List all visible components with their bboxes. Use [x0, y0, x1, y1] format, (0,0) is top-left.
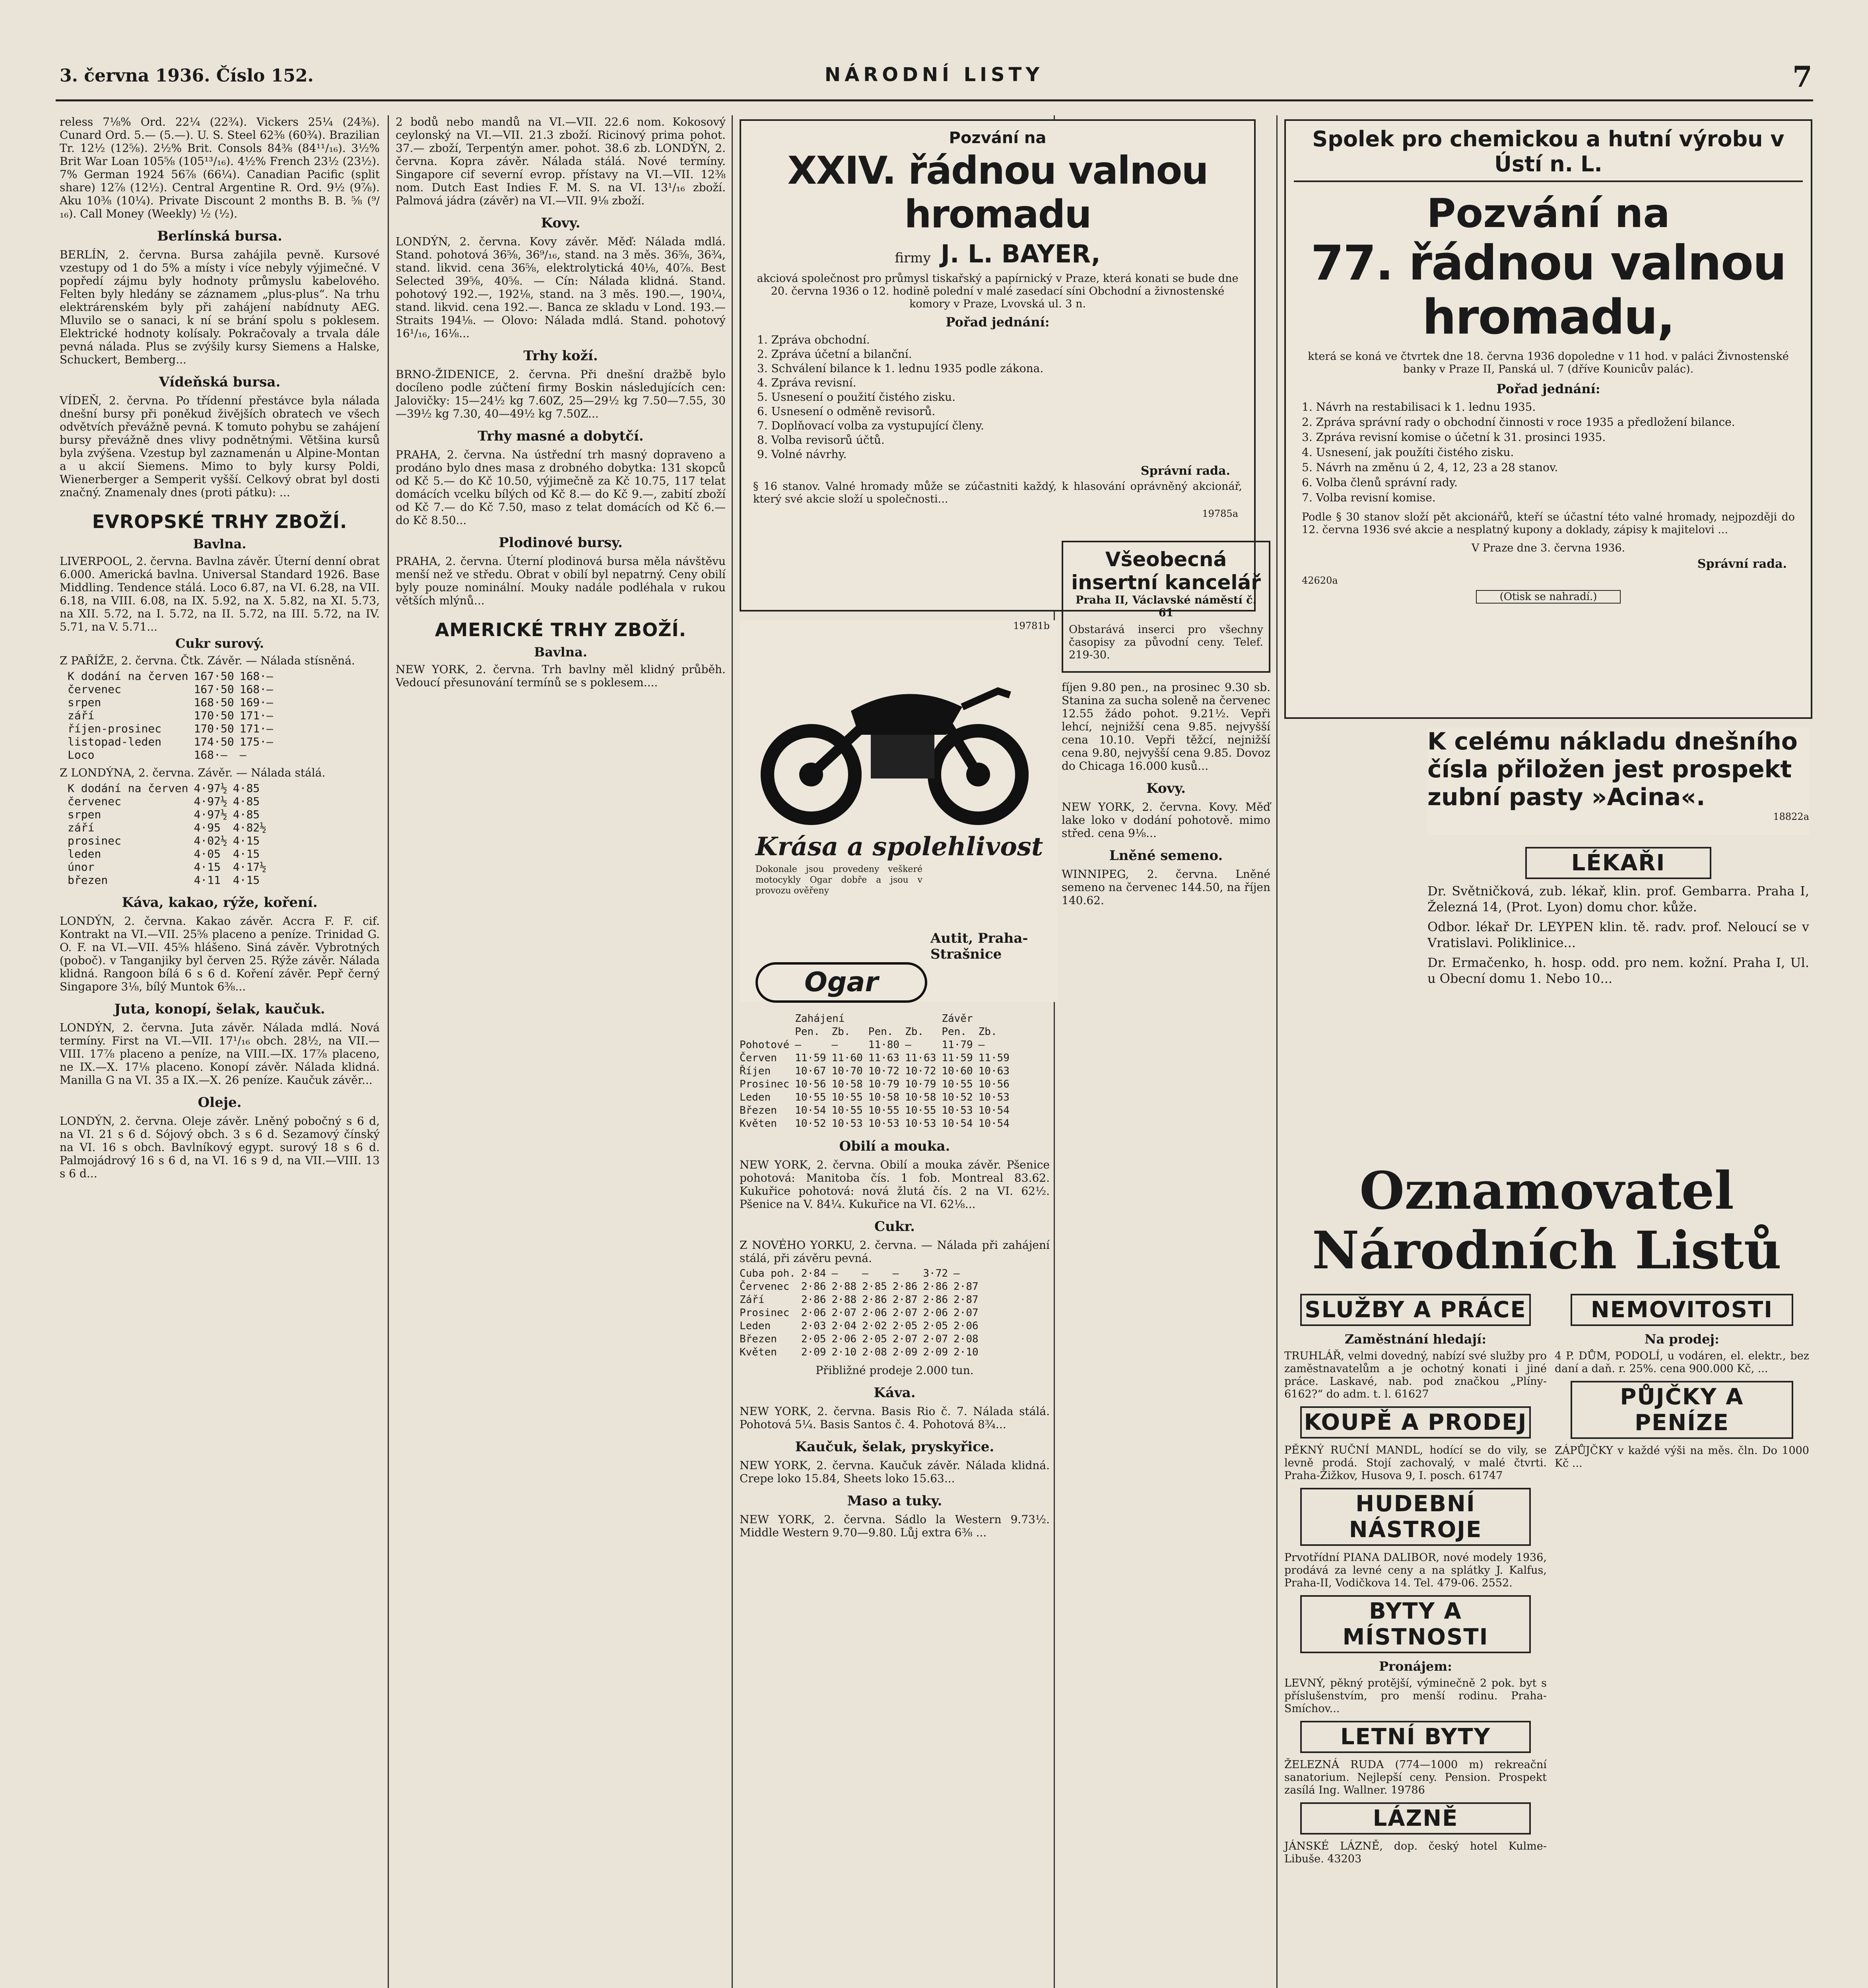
column-3b	[1062, 541, 1274, 1988]
header-rule	[56, 99, 1813, 101]
sub-heading: Cukr surový.	[175, 636, 264, 651]
list-item: 3. Schválení bilance k 1. lednu 1935 podle zákona.	[757, 362, 1044, 375]
article-text: fíjen 9.80 pen., na prosinec 9.30 sb. Stanina za sucha soleně na červenec 12.55 žádo pohot. 9.21½. Vepři lehcí, nejnižší cena 9.85. nejvyšší cena 10.10. Vepři těžcí, nejnižší cena 9.80, nejvyšší cena 9.85. Dovoz do Chicaga 16.000 kusů...	[1062, 681, 1274, 773]
table-row: K dodání na červen 167·50 168·—	[68, 670, 273, 683]
classified-ad: Prvotřídní PIANA DALIBOR, nové modely 1936, prodává za levné ceny a na splátky J. Kalfus, Praha-II, Vodičkova 14. Tel. 479-06. 2552.	[1284, 1551, 1547, 1589]
ad-code: 19781b	[1013, 620, 1050, 631]
section-heading: Lněné semeno.	[1109, 848, 1223, 864]
table-row: Březen 10·54 10·55 10·55 10·55 10·53 10·54	[740, 1105, 1010, 1116]
table-row: Prosinec 2·06 2·07 2·06 2·07 2·06 2·07	[740, 1307, 979, 1319]
vseob-ad	[1062, 541, 1270, 673]
list-item: 6. Volba členů správní rady.	[1302, 476, 1458, 489]
spolek-text: která se koná ve čtvrtek dne 18. června 1936 dopoledne v 11 hod. v paláci Živnostenské banky v Praze II, Panská ul. 7 (dříve Kounicův palác).	[1308, 350, 1789, 375]
article-text: BRNO-ŽIDENICE, 2. června. Při dnešní dražbě bylo docíleno podle zúčtení firmy Boskin následujících cen: Jalovičky: 15—24½ kg 7.60Z, 25—29½ kg 7.50—7.55, 30—39½ kg 7.30, 40—49½ kg 7.50Z...	[396, 368, 729, 420]
sugar-futures-table	[740, 1267, 984, 1359]
classified-ad: 4 P. DŮM, PODOLÍ, u vodáren, el. elektr., bez daní a daň. r. 25%. cena 900.000 Kč, ...	[1555, 1350, 1809, 1375]
doctor-ad: Odbor. lékař Dr. LEYPEN klin. tě. radv. prof. Neloucí se v Vratislavi. Poliklinice...	[1427, 919, 1809, 950]
list-item: 4. Zpráva revisní.	[757, 376, 856, 389]
column-2	[396, 115, 729, 1988]
list-item: 4. Usnesení, jak použíti čistého zisku.	[1302, 446, 1514, 459]
market-label: Z PAŘÍŽE, 2. června. Čtk. Závěr. — Nálada stísněná.	[60, 654, 355, 667]
list-item: 2. Zpráva správní rady o obchodní činnosti v roce 1935 a předložení bilance.	[1302, 415, 1735, 429]
article-text: NEW YORK, 2. června. Kovy. Měď lake loko v dodání pohotově. mimo střed. cena 9⅛...	[1062, 800, 1274, 840]
ogar-logo	[755, 962, 927, 1003]
table-row: září 170·50 171·—	[68, 709, 273, 722]
table-row: Zahájení Závěr	[795, 1013, 973, 1025]
spolek-title: Spolek pro chemickou a hutní výrobu v Ústí n. L.	[1294, 126, 1803, 182]
spolek-invite-small: Pozvání na	[1427, 190, 1670, 237]
list-item: 7. Volba revisní komise.	[1302, 491, 1436, 504]
classified-title-line: Oznamovatel	[1359, 1160, 1734, 1221]
table-row: srpen 168·50 169·—	[68, 696, 273, 709]
spolek-date: V Praze dne 3. června 1936.	[1471, 542, 1625, 554]
article-text: NEW YORK, 2. června. Obilí a mouka závěr. Pšenice pohotová: Manitoba čís. 1 fob. Montreal 83.62. Kukuřice pohotová: nová žlutá čís. 2 na VI. 62½. Pšenice na V. 84¼. Kukuřice na VI. 62⅛...	[740, 1158, 1053, 1211]
vseob-text: Obstarává inserci pro všechny časopisy za původní ceny. Telef. 219-30.	[1069, 623, 1263, 661]
category-heading: SLUŽBY A PRÁCE	[1300, 1294, 1531, 1326]
article-text: NEW YORK, 2. června. Basis Rio č. 7. Nálada stálá. Pohotová 5¼. Basis Santos č. 4. Pohotová 8¾...	[740, 1405, 1053, 1431]
table-row: Prosinec 10·56 10·58 10·79 10·79 10·55 10·56	[740, 1078, 1010, 1090]
ad-code: 19785a	[1202, 508, 1238, 519]
classified-ad: PĚKNÝ RUČNÍ MANDL, hodící se do vily, se levně prodá. Stojí zachovalý, v malé čtvrti. Praha-Žižkov, Husova 9, I. posch. 61747	[1284, 1444, 1547, 1482]
column-3-lower	[740, 1010, 1053, 1988]
table-row: K dodání na červen 4·97½ 4·85	[68, 782, 260, 795]
page-number: 7	[1792, 60, 1812, 93]
section-heading: Berlínská bursa.	[157, 228, 282, 244]
article-text: PRAHA, 2. června. Na ústřední trh masný dopraveno a prodáno bylo dnes masa z drobného dobytka: 131 skopců od Kč 5.— do Kč 10.50, výjimečně za Kč 10.75, 117 telat domácích vcelku bílých od Kč 8.— do Kč 9.—, zabití zboží od Kč 7.— do Kč 7.50, maso z telat domácích od Kč 6.— do Kč 8.50...	[396, 448, 729, 527]
article-text: LONDÝN, 2. června. Oleje závěr. Lněný pobočný s 6 d, na VI. 21 s 6 d. Sójový obch. 3 s 6 d. Sezamový čínský na VI. 16 s obch. Bavlníkový egypt. surový 18 s 6 d. Palmojádrový 16 s 6 d, na VI. 16 s 9 d, na VII.—VIII. 13 s 6 d...	[60, 1114, 383, 1180]
doctor-ad: Dr. Světničková, zub. lékař, klin. prof. Gembarra. Praha I, Železná 14, (Prot. Lyon) domu chor. kůže.	[1427, 883, 1809, 914]
article-text: WINNIPEG, 2. června. Lněné semeno na červenec 144.50, na říjen 140.62.	[1062, 868, 1274, 907]
category-heading: KOUPĚ A PRODEJ	[1300, 1406, 1531, 1439]
section-heading: Obilí a mouka.	[839, 1138, 950, 1154]
table-row: červenec 4·97½ 4·85	[68, 795, 260, 808]
list-item: 5. Usnesení o použití čistého zisku.	[757, 390, 955, 404]
table-row: leden 4·05 4·15	[68, 847, 260, 860]
classified-col-left	[1284, 1288, 1547, 1988]
category-heading: NEMOVITOSTI	[1571, 1294, 1793, 1326]
table-row: prosinec 4·02½ 4·15	[68, 834, 260, 847]
page-header	[0, 0, 1868, 99]
firm-name: J. L. BAYER,	[940, 239, 1101, 268]
classified-ad: TRUHLÁŘ, velmi dovedný, nabízí své služby pro zaměstnavatelům a je ochotný konati i jiné práce. Laskavé, nab. pod značkou „Plíny-6162?“ do adm. t. l. 61627	[1284, 1350, 1547, 1400]
column-1	[60, 115, 383, 1988]
section-heading: Trhy masné a dobytčí.	[478, 428, 644, 444]
classified-col-right	[1555, 1288, 1809, 1988]
bayer-invite-box	[740, 119, 1256, 612]
firm-label: firmy	[895, 250, 931, 266]
board-signature: Správní rada.	[1140, 464, 1230, 478]
article-text: PRAHA, 2. června. Úterní plodinová bursa měla návštěvu menší než ve středu. Obrat v obilí byl nepatrný. Ceny obilí byly pouze nominální. Mouky nadále podléhala v rukou větších mlýnů...	[396, 555, 729, 607]
article-text: LONDÝN, 2. června. Juta závěr. Nálada mdlá. Nová termíny. First na VI.—VII. 17¹/₁₆ obch. 28½, na VII.—VIII. 17⅞ placeno a peníze, na VIII.—IX. 17⅞ placeno, ne IX.—X. 17⅛ placeno. Konopí závěr. Nálada klidná. Manilla G na VI. 35 a IX.—X. 26 peníze. Kaučuk závěr...	[60, 1021, 383, 1087]
column-divider	[1276, 115, 1278, 1988]
section-heading: Oleje.	[198, 1095, 242, 1110]
acina-code: 18822a	[1773, 811, 1809, 822]
column-divider	[732, 115, 733, 1988]
table-row: Červen 11·59 11·60 11·63 11·63 11·59 11·59	[740, 1052, 1010, 1064]
masthead: NÁRODNÍ LISTY	[824, 64, 1044, 86]
invite-title: XXIV. řádnou valnou hromadu	[787, 148, 1208, 237]
sub-heading: Pronájem:	[1379, 1659, 1452, 1674]
category-heading: LETNÍ BYTY	[1300, 1721, 1531, 1753]
sub-heading: Bavlna.	[534, 645, 587, 660]
spolek-program	[1302, 400, 1795, 505]
doctor-ad: Dr. Ermačenko, h. hosp. odd. pro nem. kožní. Praha I, Ul. u Obecní domu 1. Nebo 10...	[1427, 955, 1809, 986]
acina-notice	[1427, 728, 1809, 835]
article-text: NEW YORK, 2. června. Trh bavlny měl klidný průběh. Vedoucí přesunování termínů se s poklesem....	[396, 663, 729, 689]
london-sugar-table	[68, 782, 272, 887]
section-heading: EVROPSKÉ TRHY ZBOŽÍ.	[92, 511, 348, 532]
invite-small: Pozvání na	[949, 129, 1047, 147]
spolek-note: (Otisk se nahradí.)	[1476, 590, 1621, 604]
table-row: Cuba poh. 2·84 — — — 3·72 —	[740, 1268, 960, 1279]
firm-line	[741, 239, 1254, 268]
vseob-address: Praha II, Václavské náměstí č. 61	[1076, 594, 1256, 619]
ogar-ad	[740, 620, 1058, 1002]
article-text: BERLÍN, 2. června. Bursa zahájila pevně. Kursové vzestupy od 1 do 5% a místy i více nebyly výjimečné. V popředí zájmu byly hodnoty průmyslu kabelového. Felten byly hledány se záznamem „plus-plus“. Na trhu elektrárenském byly při zahájení nabídnuty AEG. Mluvilo se o sanaci, k ní se brání spolu s poklesem. Elektrické hodnoty kolísaly. Pokračovaly a trvala dále pevná nálada. Plus se zvýšily kursy Siemens a Halske, Schuckert, Bemberg...	[60, 248, 383, 366]
list-item: 1. Návrh na restabilisaci k 1. lednu 1935.	[1302, 400, 1536, 414]
cotton-futures-table	[740, 1012, 1015, 1130]
category-heading: LÁZNĚ	[1300, 1802, 1531, 1835]
sub-heading: Bavlna.	[193, 536, 247, 551]
section-heading: Cukr.	[874, 1219, 915, 1235]
sub-heading: Na prodej:	[1645, 1332, 1719, 1347]
table-row: říjen-prosinec 170·50 171·—	[68, 722, 273, 735]
category-heading: HUDEBNÍ NÁSTROJE	[1300, 1488, 1531, 1546]
classified-ad: ŽELEZNÁ RUDA (774—1000 m) rekreační sanatorium. Nejlepší ceny. Pension. Prospekt zasílá Ing. Wallner. 19786	[1284, 1759, 1547, 1796]
list-item: 5. Návrh na změnu ú 2, 4, 12, 23 a 28 stanov.	[1302, 461, 1558, 474]
spolek-program-label: Pořad jednání:	[1496, 381, 1600, 396]
list-item: 8. Volba revisorů účtů.	[757, 433, 885, 447]
table-row: listopad-leden 174·50 175·—	[68, 735, 273, 748]
article-text: NEW YORK, 2. června. Sádlo la Western 9.73½. Middle Western 9.70—9.80. Lůj extra 6⅜ ...	[740, 1513, 1053, 1539]
spolek-invite-title: 77. řádnou valnou hromadu,	[1311, 236, 1786, 345]
column-divider	[388, 115, 389, 1988]
table-row: Pen. Zb. Pen. Zb. Pen. Zb.	[795, 1026, 997, 1038]
article-text: NEW YORK, 2. června. Kaučuk závěr. Nálada klidná. Crepe loko 15.84, Sheets loko 15.63...	[740, 1459, 1053, 1485]
table-row: Loco 168·— —	[68, 748, 247, 761]
list-item: 9. Volné návrhy.	[757, 448, 847, 461]
table-row: srpen 4·97½ 4·85	[68, 808, 260, 821]
section-heading: Plodinové bursy.	[499, 535, 623, 551]
table-row: Květen 2·09 2·10 2·08 2·09 2·09 2·10	[740, 1346, 979, 1358]
table-row: březen 4·11 4·15	[68, 874, 260, 887]
section-heading: Juta, konopí, šelak, kaučuk.	[114, 1001, 325, 1017]
table-row: Leden 2·03 2·04 2·02 2·05 2·05 2·06	[740, 1320, 979, 1332]
table-row: září 4·95 4·82½	[68, 821, 267, 834]
section-heading: Káva.	[874, 1385, 916, 1401]
section-heading: Káva, kakao, rýže, koření.	[122, 895, 318, 911]
article-text: LIVERPOOL, 2. června. Bavlna závěr. Úterní denní obrat 6.000. Americká bavlna. Universal Standard 1926. Base Middling. Tendence stálá. Loco 6.87, na VI. 6.28, na VII. 6.18, na VIII. 6.08, na IX. 5.92, na X. 5.82, na XI. 5.73, na XII. 5.72, na I. 5.72, na II. 5.72, na III. 5.72, na IV. 5.71, na V. 5.71...	[60, 555, 383, 633]
ad-subtext: Dokonale jsou provedeny veškeré motocykly Ogar dobře a jsou v provozu ověřeny	[755, 864, 922, 896]
spolek-board: Správní rada.	[1697, 557, 1787, 571]
issue-date: 3. června 1936. Číslo 152.	[60, 66, 314, 86]
market-label: Z LONDÝNA, 2. června. Závěr. — Nálada stálá.	[60, 766, 326, 779]
table-row: Červenec 2·86 2·88 2·85 2·86 2·86 2·87	[740, 1281, 979, 1293]
article-text: 2 bodů nebo mandů na VI.—VII. 22.6 nom. Kokosový ceylonský na VI.—VII. 21.3 zboží. Ricinový prima pohot. 37.— zboží, Terpentýn amer. pohot. 38.6 zb. LONDÝN, 2. června. Kopra závěr. Nálada stálá. Nové termíny. Singapore cif severní evrop. přístavy na VI.—VII. 12⅜ nom. Dutch East Indies F. M. S. na VI. 13¹/₁₆ zboží. Palmová jádra (závěr) na VI.—VII. 9⅛ zboží.	[396, 115, 729, 207]
category-heading: PŮJČKY A PENÍZE	[1571, 1381, 1793, 1439]
article-text: reless 7⅛% Ord. 22¼ (22¾). Vickers 25¼ (24⅜). Cunard Ord. 5.— (5.—). U. S. Steel 62⅜ (60¾). Brazilian Tr. 12½ (12⅝). 2½% Brit. Consols 84⅜ (84¹¹/₁₆). 3½% Brit War Loan 105⅝ (105¹³/₁₆). 4½% French 23½ (23½). 7% German 1924 56⅞ (66¼). Canadian Pacific (split share) 12⅞ (12½). Central Argentine R. Ord. 9½ (9⅞). Aku 10⅜ (10¼). Private Discount 2 months B. B. ⅝ (⁹/₁₆). Call Money (Weekly) ½ (½).	[60, 115, 383, 220]
article-text: LONDÝN, 2. června. Kovy závěr. Měď: Nálada mdlá. Stand. pohotová 36⅝, 36⁹/₁₆, stand. na 3 měs. 36⅝, 36¾, stand. likvid. cena 36⅝, elektrolytická 40⅛, 40⅞. Best Selected 39⅝, 40⅝. — Cín: Nálada klidná. Stand. pohotový 192.—, 192⅛, stand. na 3 měs. 190.—, 190¼, stand. likvid. cena 192.—. Banca ze skladu v Lond. 193.— Straits 194⅛. — Olovo: Nálada mdlá. Stand. pohotový 16¹/₁₆, 16⅛...	[396, 235, 729, 340]
classified-ad: LEVNÝ, pěkný protější, výminečně 2 pok. byt s příslušenstvím, pro menší rodinu. Praha-Smíchov...	[1284, 1677, 1547, 1715]
classified-title-line: Národních Listů	[1312, 1220, 1782, 1281]
table-row: červenec 167·50 168·—	[68, 683, 273, 696]
paris-sugar-table	[68, 670, 279, 761]
list-item: 3. Zpráva revisní komise o účetní k 31. prosinci 1935.	[1302, 431, 1606, 444]
table-row: Říjen 10·67 10·70 10·72 10·72 10·60 10·63	[740, 1065, 1010, 1077]
sugar-note: Přibližné prodeje 2.000 tun.	[816, 1364, 974, 1377]
section-heading: Vídeňská bursa.	[159, 374, 281, 390]
classified-ad: ZÁPŮJČKY v každé výši na měs. čln. Do 1000 Kč ...	[1555, 1444, 1809, 1470]
ad-dealer: Autit, Praha-Strašnice	[930, 930, 1028, 962]
acina-text: K celému nákladu dnešního čísla přiložen jest prospekt zubní pasty »Acina«.	[1427, 728, 1798, 811]
section-heading: Kovy.	[1146, 780, 1186, 796]
spolek-invite-box	[1284, 119, 1812, 719]
classified-title	[1284, 1161, 1809, 1280]
classified-ad: JÁNSKÉ LÁZNĚ, dop. český hotel Kulme-Libuše. 43203	[1284, 1840, 1547, 1865]
article-text: LONDÝN, 2. června. Kakao závěr. Accra F. F. cif. Kontrakt na VI.—VII. 25⅝ placeno a peníze. Trinidad G. O. F. na VI.—VII. 45⅝ hlášeno. Siná závěr. Vybrotných (poboč). v Tanganjiky byl červen 25. Rýže závěr. Nálada klidná. Rangoon bílá 6 s 6 d. Koření závěr. Pepř černý Singapore 3⅛, bílý Muntok 6⅜...	[60, 914, 383, 993]
list-item: 1. Zpráva obchodní.	[757, 333, 870, 346]
table-row: Leden 10·55 10·55 10·58 10·58 10·52 10·53	[740, 1091, 1010, 1103]
vseob-title: Všeobecná insertní kancelář	[1071, 548, 1261, 594]
section-heading: Kaučuk, šelak, pryskyřice.	[795, 1439, 994, 1455]
table-row: Pohotové — — 11·80 — 11·79 —	[740, 1039, 985, 1051]
article-text: Z NOVÉHO YORKU, 2. června. — Nálada při zahájení stálá, při závěru pevná.	[740, 1239, 1053, 1265]
spolek-code: 42620a	[1302, 575, 1338, 586]
program-label: Pořad jednání:	[946, 315, 1050, 330]
article-text: VÍDEŇ, 2. června. Po třídenní přestávce byla nálada dnešní bursy při poněkud živějších obratech ve všech odvětvích převážně pevná. K tomuto pohybu se zahájení bursy převážně dnes vlivy podnětnými. Většina kursů byla zvýšena. Vzestup byl zaznamenán u Alpine-Montan a u akcií Siemens. Mimo to byly kursy Poldi, Wienerberger a Semperit vyšší. Celkový obrat byl dosti značný. Znamenaly dnes (proti pátku): ...	[60, 394, 383, 499]
table-row: únor 4·15 4·17½	[68, 860, 267, 874]
doctors-section	[1427, 843, 1809, 1169]
list-item: 6. Usnesení o odměně revisorů.	[757, 405, 936, 418]
invite-tail: § 16 stanov. Valné hromady může se zúčastniti každý, k hlasování oprávněný akcionář, který své akcie složí u společnosti...	[753, 480, 1242, 505]
section-heading: AMERICKÉ TRHY ZBOŽÍ.	[435, 619, 687, 641]
motorcycle-illustration	[740, 631, 1058, 830]
table-row: Březen 2·05 2·06 2·05 2·07 2·07 2·08	[740, 1333, 979, 1345]
section-heading: Kovy.	[541, 215, 581, 231]
invite-text: akciová společnost pro průmysl tiskařský a papírnický v Praze, která konati se bude dne 20. června 1936 o 12. hodině polední v malé zasedací síni Obchodní a živnostenské komory v Praze, Lvovská ul. 3 n.	[757, 272, 1239, 310]
brand-name: Ogar	[804, 967, 878, 998]
ad-tagline: Krása a spolehlivost	[755, 832, 1043, 862]
section-heading: Trhy koží.	[523, 348, 598, 364]
category-heading: LÉKAŘI	[1525, 847, 1711, 879]
program-list	[757, 333, 1238, 462]
spolek-tail: Podle § 30 stanov složí pět akcionářů, kteří se účastní této valné hromady, nejpozději do 12. června 1936 své akcie a nesplatný kupony a doklady, zápisy k majitelovi ...	[1302, 511, 1795, 536]
section-heading: Maso a tuky.	[847, 1493, 942, 1509]
list-item: 2. Zpráva účetní a bilanční.	[757, 348, 912, 361]
table-row: Září 2·86 2·88 2·86 2·87 2·86 2·87	[740, 1294, 979, 1306]
table-row: Květen 10·52 10·53 10·53 10·53 10·54 10·54	[740, 1118, 1010, 1130]
list-item: 7. Doplňovací volba za vystupující členy.	[757, 419, 984, 432]
category-heading: BYTY A MÍSTNOSTI	[1300, 1595, 1531, 1653]
sub-heading: Zaměstnání hledají:	[1344, 1332, 1487, 1347]
